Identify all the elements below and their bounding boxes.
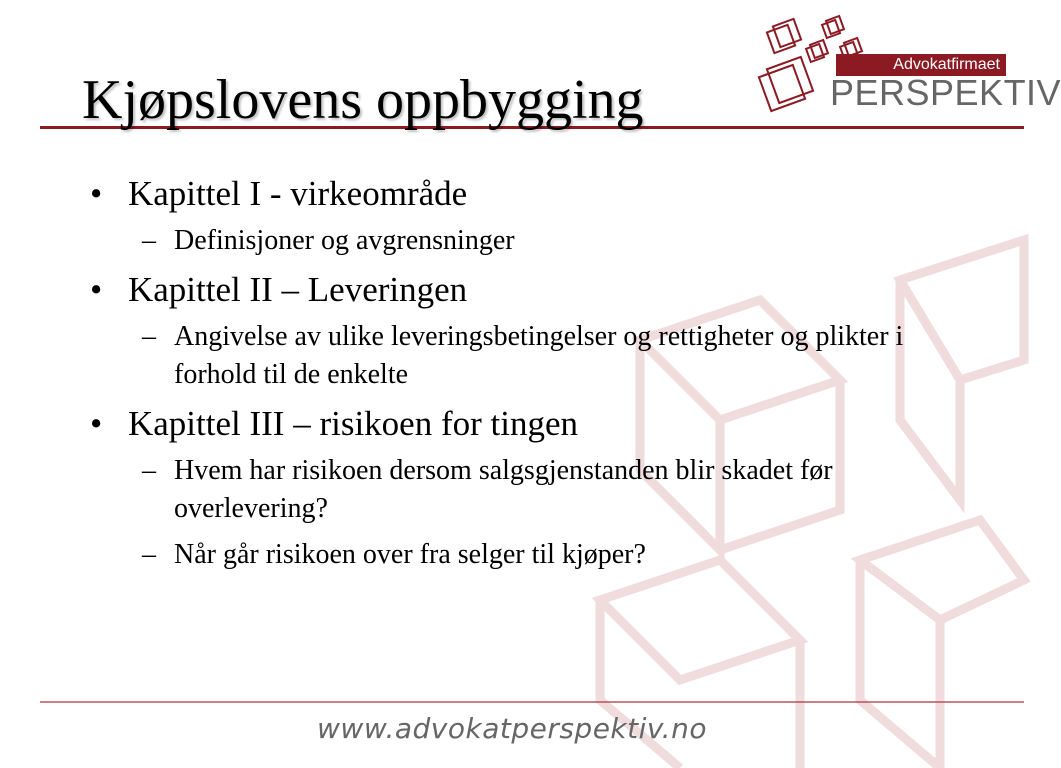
- company-logo: [760, 16, 1061, 116]
- bullet-marker: •: [90, 404, 103, 443]
- sub-bullet-item: [90, 318, 930, 394]
- sub-bullet-marker: –: [142, 225, 156, 256]
- slide-title: Kjøpslovens oppbygging: [82, 69, 644, 131]
- bullet-item: [90, 402, 930, 446]
- sub-bullet-marker: –: [142, 455, 156, 486]
- logo-tagline: Advokatfirmaet: [836, 54, 1006, 76]
- sub-bullet-marker: –: [142, 321, 156, 352]
- bullet-text: Kapittel I - virkeområde: [128, 174, 468, 213]
- bullet-item: [90, 172, 930, 216]
- sub-bullet-item: [90, 452, 930, 528]
- sub-bullet-item: [90, 536, 930, 574]
- bullet-item: [90, 268, 930, 312]
- logo-name: PERSPEKTIV: [830, 72, 1061, 113]
- sub-bullet-text: Når går risikoen over fra selger til kjøper?: [174, 539, 646, 570]
- sub-bullet-text: Hvem har risikoen dersom salgsgjenstanden blir skadet før overlevering?: [174, 455, 833, 524]
- bullet-text: Kapittel II – Leveringen: [128, 270, 468, 309]
- slide-content: [90, 172, 930, 582]
- sub-bullet-text: Angivelse av ulike leveringsbetingelser og rettigheter og plikter i forhold til de enkelte: [174, 321, 904, 390]
- footer-divider: [40, 701, 1024, 703]
- bullet-text: Kapittel III – risikoen for tingen: [128, 404, 579, 443]
- sub-bullet-item: [90, 222, 930, 260]
- bullet-marker: •: [90, 270, 103, 309]
- footer-url: www.advokatperspektiv.no: [317, 712, 707, 745]
- bullet-list: [90, 172, 930, 574]
- sub-bullet-text: Definisjoner og avgrensninger: [174, 225, 515, 256]
- bullet-marker: •: [90, 174, 103, 213]
- sub-bullet-marker: –: [142, 539, 156, 570]
